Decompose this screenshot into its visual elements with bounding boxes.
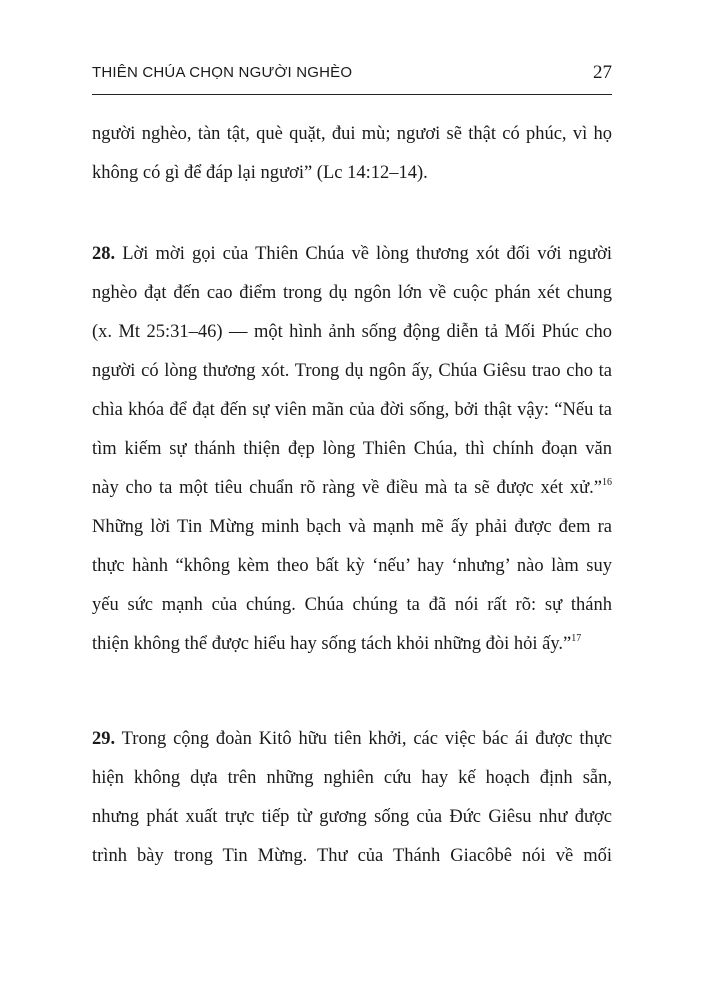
paragraph-number: 28. (92, 244, 116, 264)
text-span: thiện không thể được hiểu hay sống tách khỏi những đòi hỏi ấy.” (92, 634, 572, 654)
running-header (92, 62, 612, 95)
text-line: tìm kiếm sự thánh thiện đẹp lòng Thiên Chúa, thì chính đoạn văn (92, 439, 612, 459)
running-title: THIÊN CHÚA CHỌN NGƯỜI NGHÈO (92, 64, 353, 81)
text-line: nhưng phát xuất trực tiếp từ gương sống của Đức Giêsu như được (92, 807, 612, 827)
paragraph-29 (92, 720, 612, 876)
text-line: người nghèo, tàn tật, què quặt, đui mù; ngươi sẽ thật có phúc, vì họ (92, 124, 612, 144)
text-span: này cho ta một tiêu chuẩn rõ ràng về điều mà ta sẽ được xét xử.” (92, 478, 602, 498)
text-line: người có lòng thương xót. Trong dụ ngôn ấy, Chúa Giêsu trao cho ta (92, 361, 612, 381)
text-line: chìa khóa để đạt đến sự viên mãn của đời sống, bởi thật vậy: “Nếu ta (92, 400, 612, 420)
text-line: Những lời Tin Mừng minh bạch và mạnh mẽ ấy phải được đem ra (92, 517, 612, 537)
text-span: Trong cộng đoàn Kitô hữu tiên khởi, các việc bác ái được thực (115, 729, 612, 749)
text-line: trình bày trong Tin Mừng. Thư của Thánh Giacôbê nói về mối (92, 846, 612, 866)
text-line (92, 469, 612, 508)
text-line: không có gì để đáp lại ngươi” (Lc 14:12–14). (92, 163, 428, 183)
text-line: thực hành “không kèm theo bất kỳ ‘nếu’ hay ‘nhưng’ nào làm suy (92, 556, 612, 576)
continuation-paragraph (92, 115, 612, 193)
text-line: yếu sức mạnh của chúng. Chúa chúng ta đã nói rất rõ: sự thánh (92, 595, 612, 615)
text-line (92, 235, 612, 274)
page-number: 27 (593, 62, 612, 83)
paragraph-number: 29. (92, 729, 116, 749)
footnote-marker[interactable]: 17 (571, 633, 582, 644)
text-span: Lời mời gọi của Thiên Chúa về lòng thương xót đối với người (115, 244, 612, 264)
footnote-marker[interactable]: 16 (602, 477, 612, 488)
text-line (92, 625, 612, 664)
text-line: (x. Mt 25:31–46) — một hình ảnh sống động diễn tả Mối Phúc cho (92, 322, 612, 342)
text-line (92, 720, 612, 759)
text-line: hiện không dựa trên những nghiên cứu hay kế hoạch định sẵn, (92, 768, 612, 788)
paragraph-28 (92, 235, 612, 664)
text-line: nghèo đạt đến cao điểm trong dụ ngôn lớn về cuộc phán xét chung (92, 283, 612, 303)
